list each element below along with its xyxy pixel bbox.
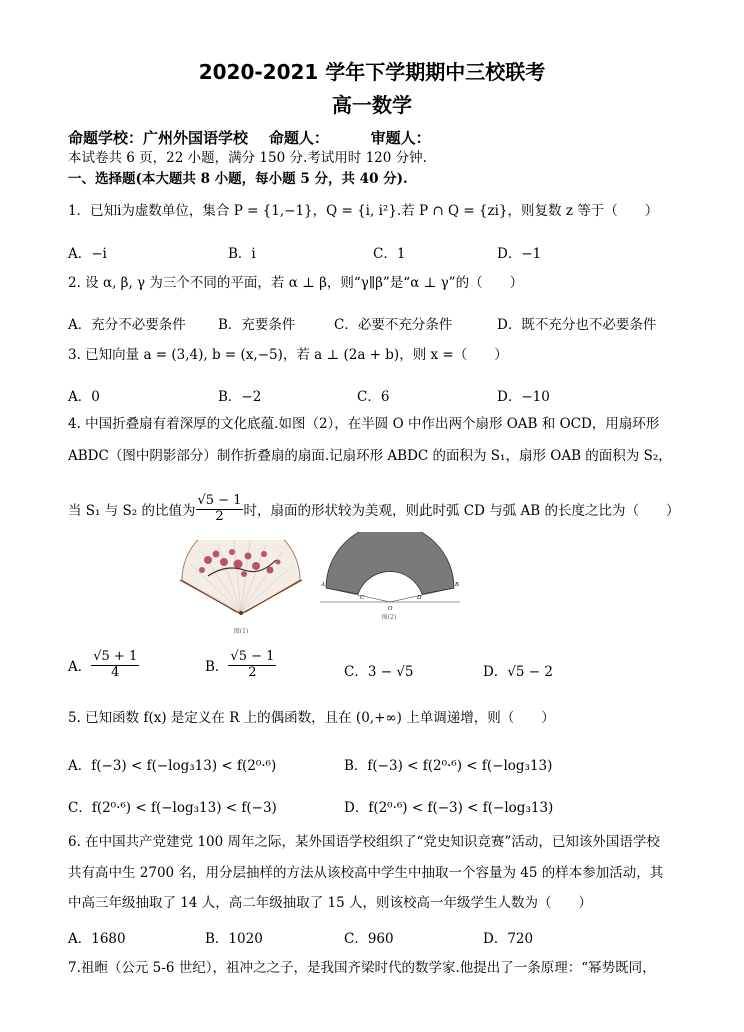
q4-option-a-label: A． — [68, 659, 92, 676]
section-one-heading: 一、选择题(本大题共 8 小题，每小题 5 分，共 40 分). — [68, 171, 408, 187]
folding-fan-figure — [178, 540, 304, 624]
q5-stem: 5. 已知函数 f(x) 是定义在 R 上的偶函数，且在 (0,+∞) 上单调递增，则（ ） — [68, 710, 555, 726]
q4-option-b-num: √5 − 1 — [230, 649, 275, 664]
q6-option-c: C．960 — [344, 931, 394, 947]
q4-line1: 4. 中国折叠扇有着深厚的文化底蕴.如图（2），在半圆 O 中作出两个扇形 OAB 和 OCD，用扇环形 — [68, 416, 660, 432]
q1-option-c: C．1 — [373, 246, 406, 262]
q4-ratio-numerator: √5 − 1 — [197, 493, 242, 508]
annular-sector-figure — [320, 532, 460, 612]
q4-line2: ABDC（图中阴影部分）制作折叠扇的扇面.记扇环形 ABDC 的面积为 S₁，扇形 OAB 的面积为 S₂， — [68, 448, 672, 464]
figure2-caption: 图(2) — [381, 614, 397, 621]
q3-option-c: C．6 — [357, 389, 390, 405]
exam-note: 本试卷共 6 页，22 小题，满分 150 分.考试用时 120 分钟. — [68, 150, 427, 166]
q1-option-d: D．−1 — [497, 246, 542, 262]
q1-option-b: B．i — [228, 246, 256, 262]
q5-option-c: C．f(2⁰·⁶) < f(−log₃13) < f(−3) — [68, 800, 277, 816]
q1-option-a: A．−i — [68, 246, 107, 262]
label-d: D — [417, 595, 422, 601]
exam-subject: 高一数学 — [332, 93, 412, 117]
q4-option-c-label: C． — [344, 664, 368, 680]
figure1-caption: 图(1) — [233, 628, 249, 635]
q6-option-d: D．720 — [483, 931, 534, 947]
q4-option-d-label: D． — [483, 664, 508, 680]
q6-line3: 中高三年级抽取了 14 人，高二年级抽取了 15 人，则该校高一年级学生人数为（ ） — [68, 895, 593, 911]
q1-stem: 1．已知i为虚数单位，集合 P = {1,−1}，Q = {i, i²}.若 P ∩ Q = {zi}，则复数 z 等于（ ） — [68, 203, 659, 219]
q4-option-d-text: √5 − 2 — [507, 664, 554, 680]
q2-option-d: D．既不充分也不必要条件 — [497, 317, 657, 333]
q4-option-a-fraction — [91, 650, 139, 681]
q4-line3-pre: 当 S₁ 与 S₂ 的比值为 — [68, 503, 196, 520]
q6-line2: 共有高中生 2700 名，用分层抽样的方法从该校高中学生中抽取一个容量为 45 的样本参加活动，其 — [68, 865, 664, 881]
q6-option-a: A．1680 — [68, 931, 126, 947]
q6-line1: 6. 在中国共产党建党 100 周年之际，某外国语学校组织了“党史知识竞赛”活动，已知该外国语学校 — [68, 834, 660, 850]
q3-option-a: A．0 — [68, 389, 100, 405]
q4-option-a-den: 4 — [111, 664, 120, 680]
q4-ratio-denominator: 2 — [215, 508, 224, 524]
q4-option-a-num: √5 + 1 — [93, 649, 138, 664]
q4-option-b-fraction — [228, 650, 276, 681]
label-c: C — [360, 595, 365, 601]
q2-stem: 2. 设 α, β, γ 为三个不同的平面，若 α ⊥ β，则“γ∥β”是“α ⊥ γ”的（ ） — [68, 275, 524, 291]
q2-option-c: C．必要不充分条件 — [334, 317, 453, 333]
q3-option-d: D．−10 — [497, 389, 550, 405]
q4-option-b-den: 2 — [248, 664, 257, 680]
q2-option-a: A．充分不必要条件 — [68, 317, 186, 333]
q3-option-b: B．−2 — [218, 389, 262, 405]
q4-option-c-text: 3 − √5 — [367, 664, 414, 680]
q4-option-d — [483, 660, 553, 680]
q7-line1: 7.祖暅（公元 5-6 世纪），祖冲之之子，是我国齐梁时代的数学家.他提出了一条原理：“幂势既同， — [68, 960, 656, 976]
label-b: B — [455, 582, 459, 588]
q4-line3 — [68, 494, 679, 525]
q2-option-b: B．充要条件 — [218, 317, 296, 333]
label-o: O — [388, 606, 393, 612]
q3-stem: 3. 已知向量 a = (3,4), b = (x,−5)，若 a ⊥ (2a + b)，则 x =（ ） — [68, 347, 508, 363]
q4-line3-post: 时，扇面的形状较为美观，则此时弧 CD 与弧 AB 的长度之比为（ ） — [243, 503, 680, 520]
q5-option-b: B．f(−3) < f(2⁰·⁶) < f(−log₃13) — [344, 758, 553, 774]
q6-option-b: B．1020 — [205, 931, 263, 947]
q4-option-b — [205, 650, 276, 681]
q4-option-b-label: B． — [205, 659, 229, 676]
q4-ratio-fraction — [196, 494, 244, 525]
q5-option-d: D．f(2⁰·⁶) < f(−3) < f(−log₃13) — [344, 800, 554, 816]
q4-option-c — [344, 660, 414, 680]
q5-option-a: A．f(−3) < f(−log₃13) < f(2⁰·⁶) — [68, 758, 277, 774]
q4-option-a — [68, 650, 139, 681]
label-a: A — [321, 582, 325, 588]
info-line: 命题学校：广州外国语学校 命题人： 审题人： — [68, 129, 431, 147]
exam-title: 2020-2021 学年下学期期中三校联考 — [198, 60, 546, 84]
